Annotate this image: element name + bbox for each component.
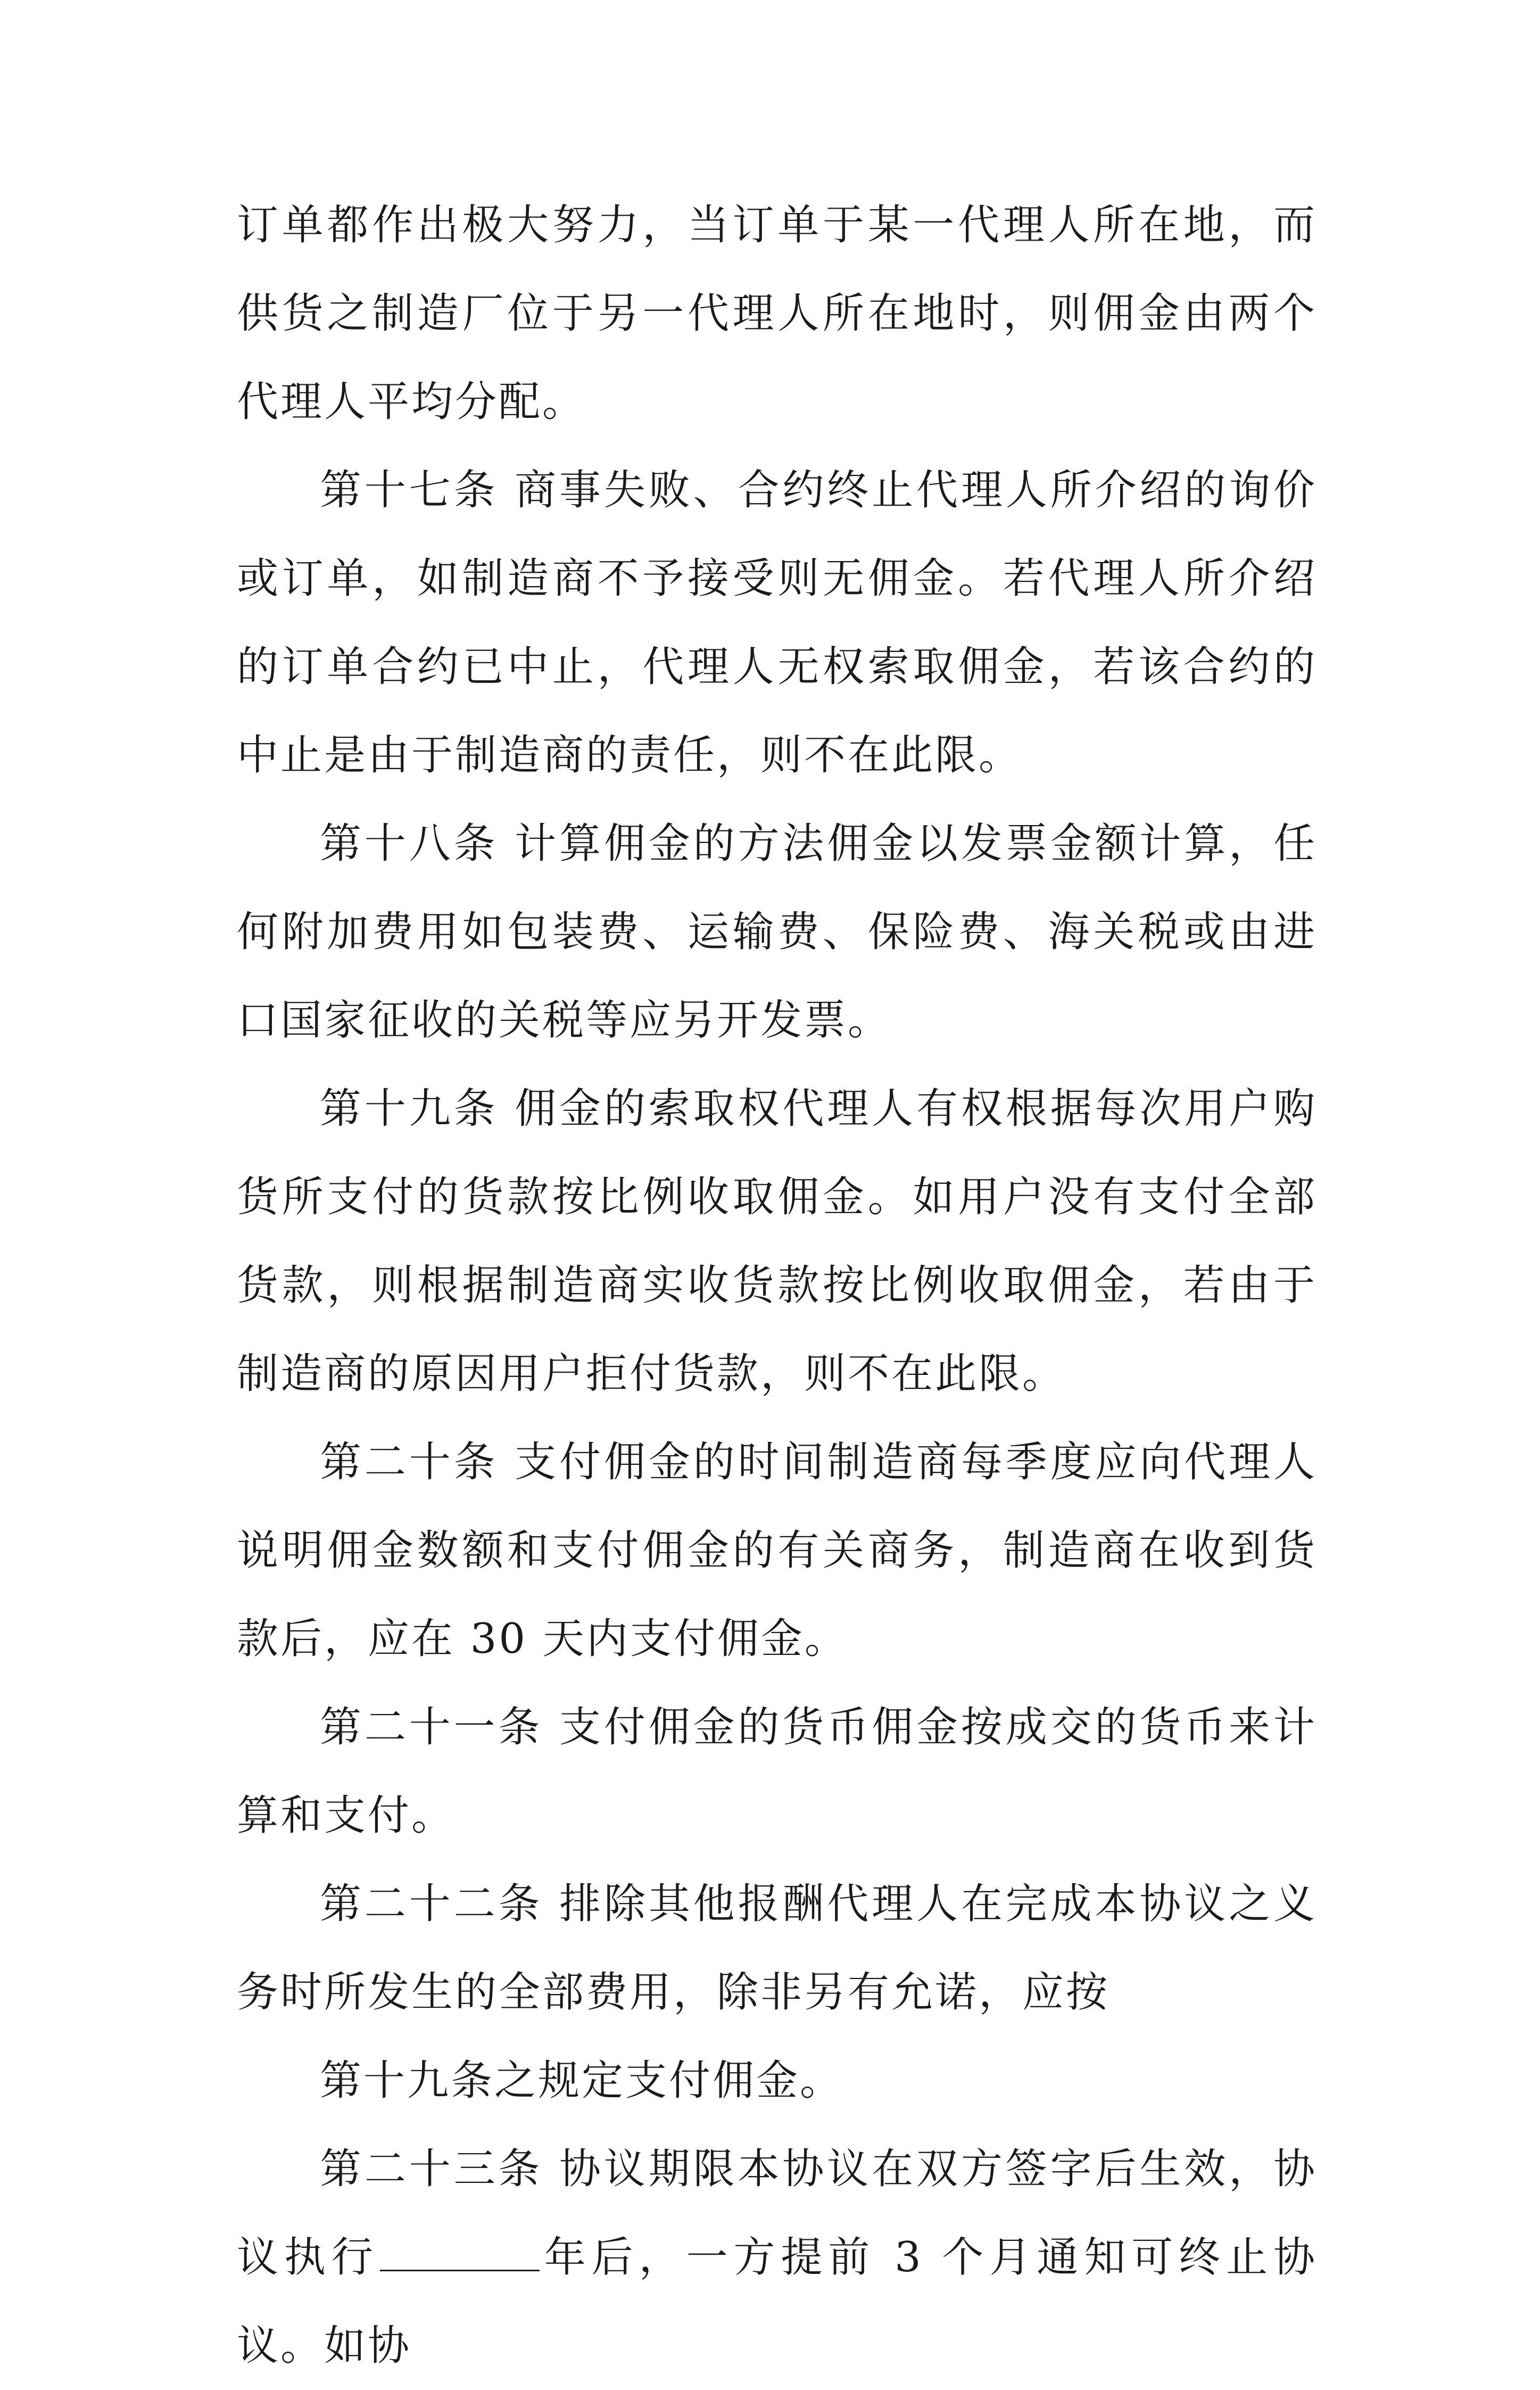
paragraph-article-22: 第二十二条 排除其他报酬代理人在完成本协议之义务时所发生的全部费用，除非另有允诺，应按	[237, 1880, 1317, 2016]
article-23-text-after: 年后，一方提前 3 个月通知可终止协议。如协	[237, 2234, 1317, 2370]
paragraph-article-19: 第十九条 佣金的索取权代理人有权根据每次用户购货所支付的货款按比例收取佣金。如用户没有支付全部货款，则根据制造商实收货款按比例收取佣金，若由于制造商的原因用户拒付货款，则不在此限。	[237, 1085, 1317, 1398]
paragraph-article-19-reference: 第十九条之规定支付佣金。	[320, 2057, 844, 2105]
document-body	[237, 181, 1317, 2390]
paragraph-article-21: 第二十一条 支付佣金的货币佣金按成交的货币来计算和支付。	[237, 1703, 1317, 1840]
paragraph-article-20: 第二十条 支付佣金的时间制造商每季度应向代理人说明佣金数额和支付佣金的有关商务，制造商在收到货款后，应在 30 天内支付佣金。	[237, 1438, 1317, 1663]
paragraph-article-23	[237, 2125, 1317, 2390]
paragraph-continuation: 订单都作出极大努力，当订单于某一代理人所在地，而供货之制造厂位于另一代理人所在地时，则佣金由两个代理人平均分配。	[237, 201, 1317, 426]
paragraph-article-18: 第十八条 计算佣金的方法佣金以发票金额计算，任何附加费用如包装费、运输费、保险费、海关税或由进口国家征收的关税等应另开发票。	[237, 820, 1317, 1044]
paragraph-article-17: 第十七条 商事失败、合约终止代理人所介绍的询价或订单，如制造商不予接受则无佣金。若代理人所介绍的订单合约已中止，代理人无权索取佣金，若该合约的中止是由于制造商的责任，则不在此限。	[237, 466, 1317, 779]
article-23-text-before: 第二十三条 协议期限本协议在双方签字后生效，协议执行	[237, 2145, 1317, 2281]
fill-in-blank	[380, 2238, 540, 2271]
